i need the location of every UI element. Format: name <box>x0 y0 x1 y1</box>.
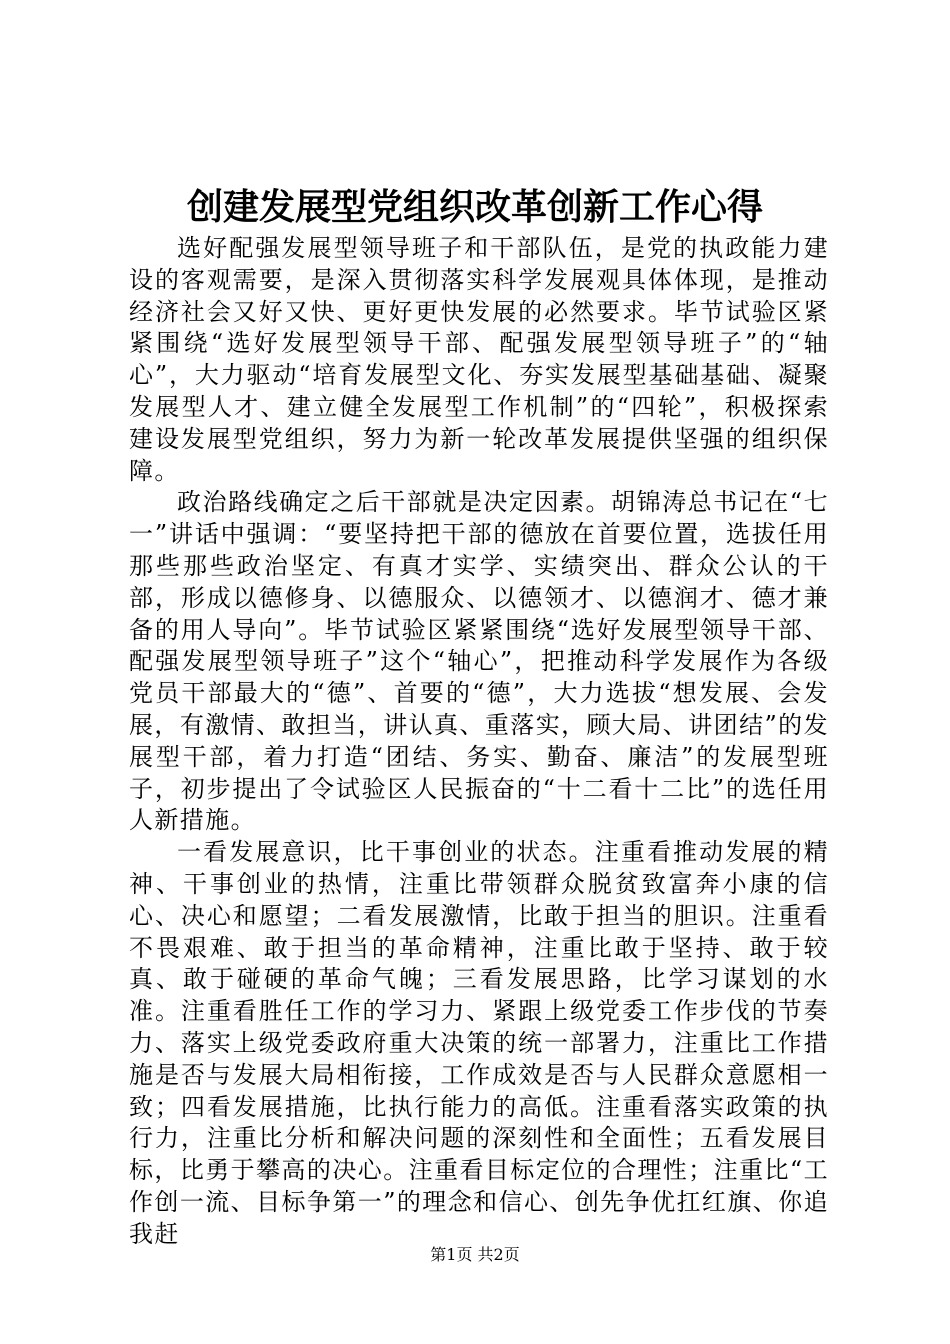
paragraph-3: 一看发展意识，比干事创业的状态。注重看推动发展的精神、干事创业的热情，注重比带领群众脱贫致富奔小康的信心、决心和愿望；二看发展激情，比敢于担当的胆识。注重看不畏艰难、敢于担当的革命精神，注重比敢于坚持、敢于较真、敢于碰硬的革命气魄；三看发展思路，比学习谋划的水准。注重看胜任工作的学习力、紧跟上级党委工作步伐的节奏力、落实上级党委政府重大决策的统一部署力，注重比工作措施是否与发展大局相衔接，工作成效是否与人民群众意愿相一致；四看发展措施，比执行能力的高低。注重看落实政策的执行力，注重比分析和解决问题的深刻性和全面性；五看发展目标，比勇于攀高的决心。注重看目标定位的合理性；注重比“工作创一流、目标争第一”的理念和信心、创先争优扛红旗、你追我赶 <box>129 838 829 1248</box>
page-footer: 第1页 共2页 <box>430 1245 520 1264</box>
paragraph-1: 选好配强发展型领导班子和干部队伍，是党的执政能力建设的客观需要，是深入贯彻落实科学发展观具体体现，是推动经济社会又好又快、更好更快发展的必然要求。毕节试验区紧紧围绕“选好发展型领导干部、配强发展型领导班子”的“轴心”，大力驱动“培育发展型文化、夯实发展型基础基础、凝聚发展型人才、建立健全发展型工作机制”的“四轮”，积极探索建设发展型党组织，努力为新一轮改革发展提供坚强的组织保障。 <box>129 234 829 485</box>
document-title: 创建发展型党组织改革创新工作心得 <box>186 186 763 228</box>
document-body <box>129 233 829 1251</box>
paragraph-2: 政治路线确定之后干部就是决定因素。胡锦涛总书记在“七一”讲话中强调：“要坚持把干部的德放在首要位置，选拔任用那些那些政治坚定、有真才实学、实绩突出、群众公认的干部，形成以德修身、以德服众、以德领才、以德润才、德才兼备的用人导向”。毕节试验区紧紧围绕“选好发展型领导干部、配强发展型领导班子”这个“轴心”，把推动科学发展作为各级党员干部最大的“德”、首要的“德”，大力选拔“想发展、会发展，有激情、敢担当，讲认真、重落实，顾大局、讲团结”的发展型干部，着力打造“团结、务实、勤奋、廉洁”的发展型班子，初步提出了令试验区人民振奋的“十二看十二比”的选任用人新措施。 <box>129 488 829 835</box>
